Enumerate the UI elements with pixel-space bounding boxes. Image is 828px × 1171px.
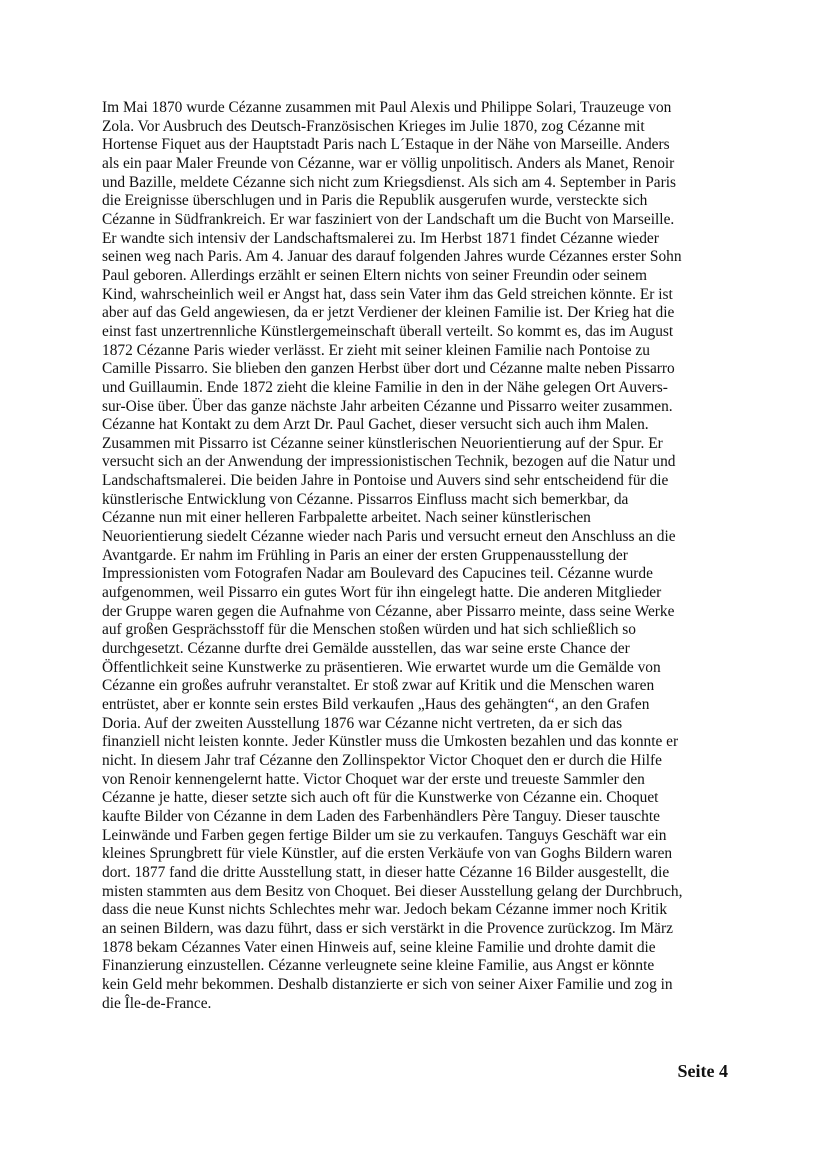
text-line: Cézanne je hatte, dieser setzte sich auch oft für die Kunstwerke von Cézanne ein. Choquet (102, 789, 659, 807)
text-line: und Guillaumin. Ende 1872 zieht die kleine Familie in den in der Nähe gelegen Ort Auvers- (102, 378, 668, 396)
text-line: Cézanne ein großes aufruhr veranstaltet. Er stoß zwar auf Kritik und die Menschen waren (102, 677, 655, 695)
text-line: misten stammten aus dem Besitz von Choquet. Bei dieser Ausstellung gelang der Durchbruch, (102, 882, 683, 900)
text-line: versucht sich an der Anwendung der impressionistischen Technik, bezogen auf die Natur und (102, 453, 676, 471)
page-number: Seite 4 (677, 1061, 728, 1081)
text-line: Cézanne nun mit einer helleren Farbpalette arbeitet. Nach seiner künstlerischen (102, 509, 591, 527)
text-line: Zusammen mit Pissarro ist Cézanne seiner künstlerischen Neuorientierung auf der Spur. Er (102, 434, 663, 452)
text-line: nicht. In diesem Jahr traf Cézanne den Zollinspektor Victor Choquet den er durch die Hilfe (102, 751, 662, 769)
text-line: künstlerische Entwicklung von Cézanne. Pissarros Einfluss macht sich bemerkbar, da (102, 490, 629, 508)
text-line: Neuorientierung siedelt Cézanne wieder nach Paris und versucht erneut den Anschluss an die (102, 528, 676, 546)
text-line: Kind, wahrscheinlich weil er Angst hat, dass sein Vater ihm das Geld streichen könnte. Er ist (102, 285, 673, 303)
text-line: Leinwände und Farben gegen fertige Bilder um sie zu verkaufen. Tanguys Geschäft war ein (102, 826, 667, 844)
text-line: aufgenommen, weil Pissarro ein gutes Wort für ihn eingelegt hatte. Die anderen Mitglieder (102, 584, 662, 602)
text-line: und Bazille, meldete Cézanne sich nicht zum Kriegsdienst. Als sich am 4. September in Paris (102, 173, 677, 191)
text-line: als ein paar Maler Freunde von Cézanne, war er völlig unpolitisch. Anders als Manet, Renoir (102, 154, 675, 172)
text-line: auf großen Gesprächsstoff für die Menschen stoßen würden und hat sich schließlich so (102, 621, 636, 639)
text-line: Hortense Fiquet aus der Hauptstadt Paris nach L´Estaque in der Nähe von Marseille. Anders (102, 136, 670, 154)
text-line: Im Mai 1870 wurde Cézanne zusammen mit Paul Alexis und Philippe Solari, Trauzeuge von (102, 99, 672, 116)
text-line: kein Geld mehr bekommen. Deshalb distanzierte er sich von seiner Aixer Familie und zog in (102, 975, 673, 993)
text-line: die Ereignisse überschlugen und in Paris die Republik ausgerufen wurde, versteckte sich (102, 192, 648, 210)
text-line: Landschaftsmalerei. Die beiden Jahre in Pontoise und Auvers sind sehr entscheidend für die (102, 472, 669, 490)
text-line: kaufte Bilder von Cézanne in dem Laden des Farbenhändlers Père Tanguy. Dieser tauschte (102, 807, 660, 825)
body-paragraph (102, 99, 742, 1013)
text-line: 1878 bekam Cézannes Vater einen Hinweis auf, seine kleine Familie und drohte damit die (102, 938, 656, 956)
text-line: kleines Sprungbrett für viele Künstler, auf die ersten Verkäufe von van Goghs Bildern waren (102, 845, 673, 863)
text-line: Paul geboren. Allerdings erzählt er seinen Eltern nichts von seiner Freundin oder seinem (102, 266, 647, 284)
text-line: dort. 1877 fand die dritte Ausstellung statt, in dieser hatte Cézanne 16 Bilder ausgestellt, die (102, 863, 670, 881)
text-line: finanziell nicht leisten konnte. Jeder Künstler muss die Umkosten bezahlen und das konnte er (102, 733, 679, 751)
text-line: Cézanne hat Kontakt zu dem Arzt Dr. Paul Gachet, dieser versucht sich auch ihm Malen. (102, 416, 649, 434)
text-line: 1872 Cézanne Paris wieder verlässt. Er zieht mit seiner kleinen Familie nach Pontoise zu (102, 341, 650, 359)
text-line: dass die neue Kunst nichts Schlechtes mehr war. Jedoch bekam Cézanne immer noch Kritik (102, 901, 668, 919)
text-line: Cézanne in Südfrankreich. Er war fasziniert von der Landschaft um die Bucht von Marseille. (102, 210, 675, 228)
text-line: sur-Oise über. Über das ganze nächste Jahr arbeiten Cézanne und Pissarro weiter zusammen. (102, 397, 673, 415)
text-line: durchgesetzt. Cézanne durfte drei Gemälde ausstellen, das war seine erste Chance der (102, 640, 630, 658)
text-line: aber auf das Geld angewiesen, da er jetzt Verdiener der kleinen Familie ist. Der Krieg hat die (102, 304, 675, 322)
text-line: Doria. Auf der zweiten Ausstellung 1876 war Cézanne nicht vertreten, da er sich das (102, 714, 623, 732)
text-line: der Gruppe waren gegen die Aufnahme von Cézanne, aber Pissarro meinte, dass seine Werke (102, 602, 675, 620)
text-line: Öffentlichkeit seine Kunstwerke zu präsentieren. Wie erwartet wurde um die Gemälde von (102, 658, 661, 676)
text-line: Avantgarde. Er nahm im Frühling in Paris an einer der ersten Gruppenausstellung der (102, 546, 628, 564)
text-line: seinen weg nach Paris. Am 4. Januar des darauf folgenden Jahres wurde Cézannes erster Sohn (102, 248, 682, 266)
text-line: Camille Pissarro. Sie blieben den ganzen Herbst über dort und Cézanne malte neben Pissarro (102, 360, 675, 378)
text-line: die Île-de-France. (102, 994, 212, 1012)
text-line: Impressionisten vom Fotografen Nadar am Boulevard des Capucines teil. Cézanne wurde (102, 565, 653, 583)
text-line: von Renoir kennengelernt hatte. Victor Choquet war der erste und treueste Sammler den (102, 770, 645, 788)
text-line: einst fast unzertrennliche Künstlergemeinschaft überall verteilt. So kommt es, das im August (102, 322, 674, 340)
text-line: entrüstet, aber er konnte sein erstes Bild verkaufen „Haus des gehängten“, an den Grafen (102, 696, 650, 713)
text-line: an seinen Bildern, was dazu führt, dass er sich verstärkt in die Provence zurückzog. Im März (102, 919, 673, 937)
text-line: Er wandte sich intensiv der Landschaftsmalerei zu. Im Herbst 1871 findet Cézanne wieder (102, 229, 659, 247)
text-line: Finanzierung einzustellen. Cézanne verleugnete seine kleine Familie, aus Angst er könnte (102, 957, 655, 975)
text-line: Zola. Vor Ausbruch des Deutsch-Französischen Krieges im Julie 1870, zog Cézanne mit (102, 117, 645, 135)
